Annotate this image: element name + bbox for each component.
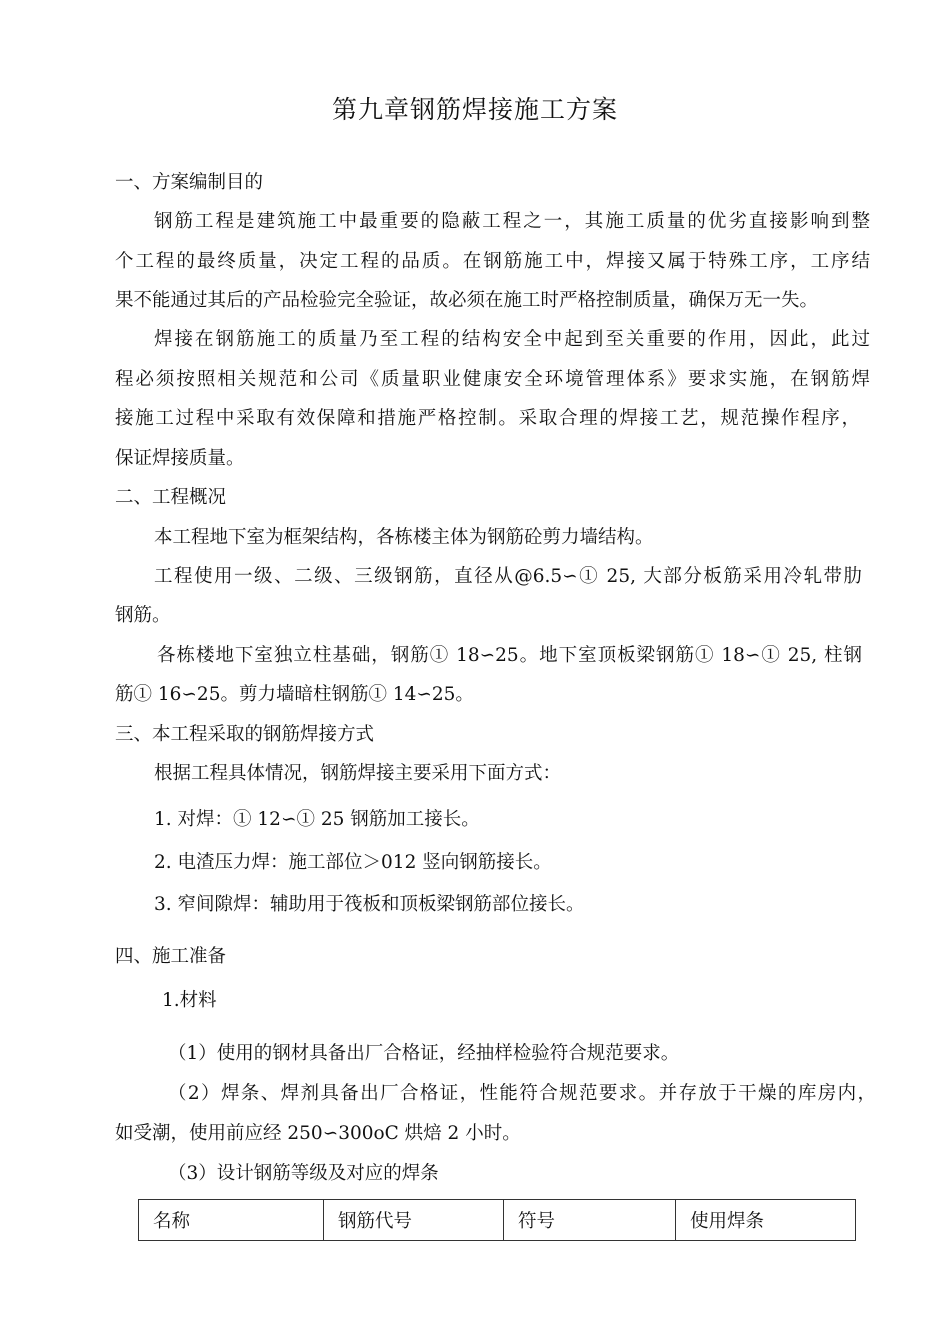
paragraph-line: 本工程地下室为框架结构，各栋楼主体为钢筋砼剪力墙结构。 bbox=[154, 527, 654, 548]
section-heading-preparation: 四、施工准备 bbox=[115, 946, 227, 967]
list-item: 3. 窄间隙焊：辅助用于筏板和顶板梁钢筋部位接长。 bbox=[154, 894, 585, 915]
document-title: 第九章钢筋焊接施工方案 bbox=[331, 95, 618, 124]
paragraph-line: （3）设计钢筋等级及对应的焊条 bbox=[168, 1163, 439, 1184]
section-heading-purpose: 一、方案编制目的 bbox=[115, 172, 264, 193]
table-header-cell: 使用焊条 bbox=[676, 1200, 856, 1241]
paragraph-line: 各栋楼地下室独立柱基础，钢筋① 18∽25。地下室顶板梁钢筋① 18∽① 25, 柱钢 bbox=[157, 645, 862, 666]
table-header-cell: 符号 bbox=[504, 1200, 676, 1241]
paragraph-line: 工程使用一级、二级、三级钢筋，直径从@6.5∽① 25, 大部分板筋采用冷轧带肋 bbox=[154, 566, 862, 587]
table-header-row bbox=[139, 1200, 856, 1241]
paragraph-line: 保证焊接质量。 bbox=[115, 448, 245, 469]
paragraph-line: 钢筋。 bbox=[115, 605, 171, 626]
section-heading-overview: 二、工程概况 bbox=[115, 487, 227, 508]
section-heading-welding-methods: 三、本工程采取的钢筋焊接方式 bbox=[115, 724, 375, 745]
table-header-cell: 钢筋代号 bbox=[324, 1200, 504, 1241]
list-item: 2. 电渣压力焊：施工部位＞012 竖向钢筋接长。 bbox=[154, 852, 552, 873]
paragraph-line: 如受潮，使用前应经 250∽300oC 烘焙 2 小时。 bbox=[115, 1123, 521, 1144]
paragraph-line: 个工程的最终质量，决定工程的品质。在钢筋施工中，焊接又属于特殊工序，工序结 bbox=[115, 251, 870, 272]
subsection-heading-materials: 1.材料 bbox=[162, 990, 217, 1011]
paragraph-line: 根据工程具体情况，钢筋焊接主要采用下面方式： bbox=[154, 763, 562, 784]
list-item: 1. 对焊：① 12∽① 25 钢筋加工接长。 bbox=[154, 809, 480, 830]
paragraph-line: （1）使用的钢材具备出厂合格证，经抽样检验符合规范要求。 bbox=[168, 1043, 680, 1064]
paragraph-line: 果不能通过其后的产品检验完全验证，故必须在施工时严格控制质量，确保万无一失。 bbox=[115, 290, 819, 311]
paragraph-line: 接施工过程中采取有效保障和措施严格控制。采取合理的焊接工艺，规范操作程序， bbox=[115, 408, 860, 429]
paragraph-line: 筋① 16∽25。剪力墙暗柱钢筋① 14∽25。 bbox=[115, 684, 474, 705]
paragraph-line: 焊接在钢筋施工的质量乃至工程的结构安全中起到至关重要的作用，因此，此过 bbox=[154, 329, 870, 350]
electrode-table bbox=[138, 1199, 856, 1241]
paragraph-line: 钢筋工程是建筑施工中最重要的隐蔽工程之一，其施工质量的优劣直接影响到整 bbox=[154, 211, 870, 232]
paragraph-line: 程必须按照相关规范和公司《质量职业健康安全环境管理体系》要求实施，在钢筋焊 bbox=[115, 369, 870, 390]
paragraph-line: （2）焊条、焊剂具备出厂合格证，性能符合规范要求。并存放于干燥的库房内， bbox=[168, 1083, 876, 1104]
table-header-cell: 名称 bbox=[139, 1200, 324, 1241]
